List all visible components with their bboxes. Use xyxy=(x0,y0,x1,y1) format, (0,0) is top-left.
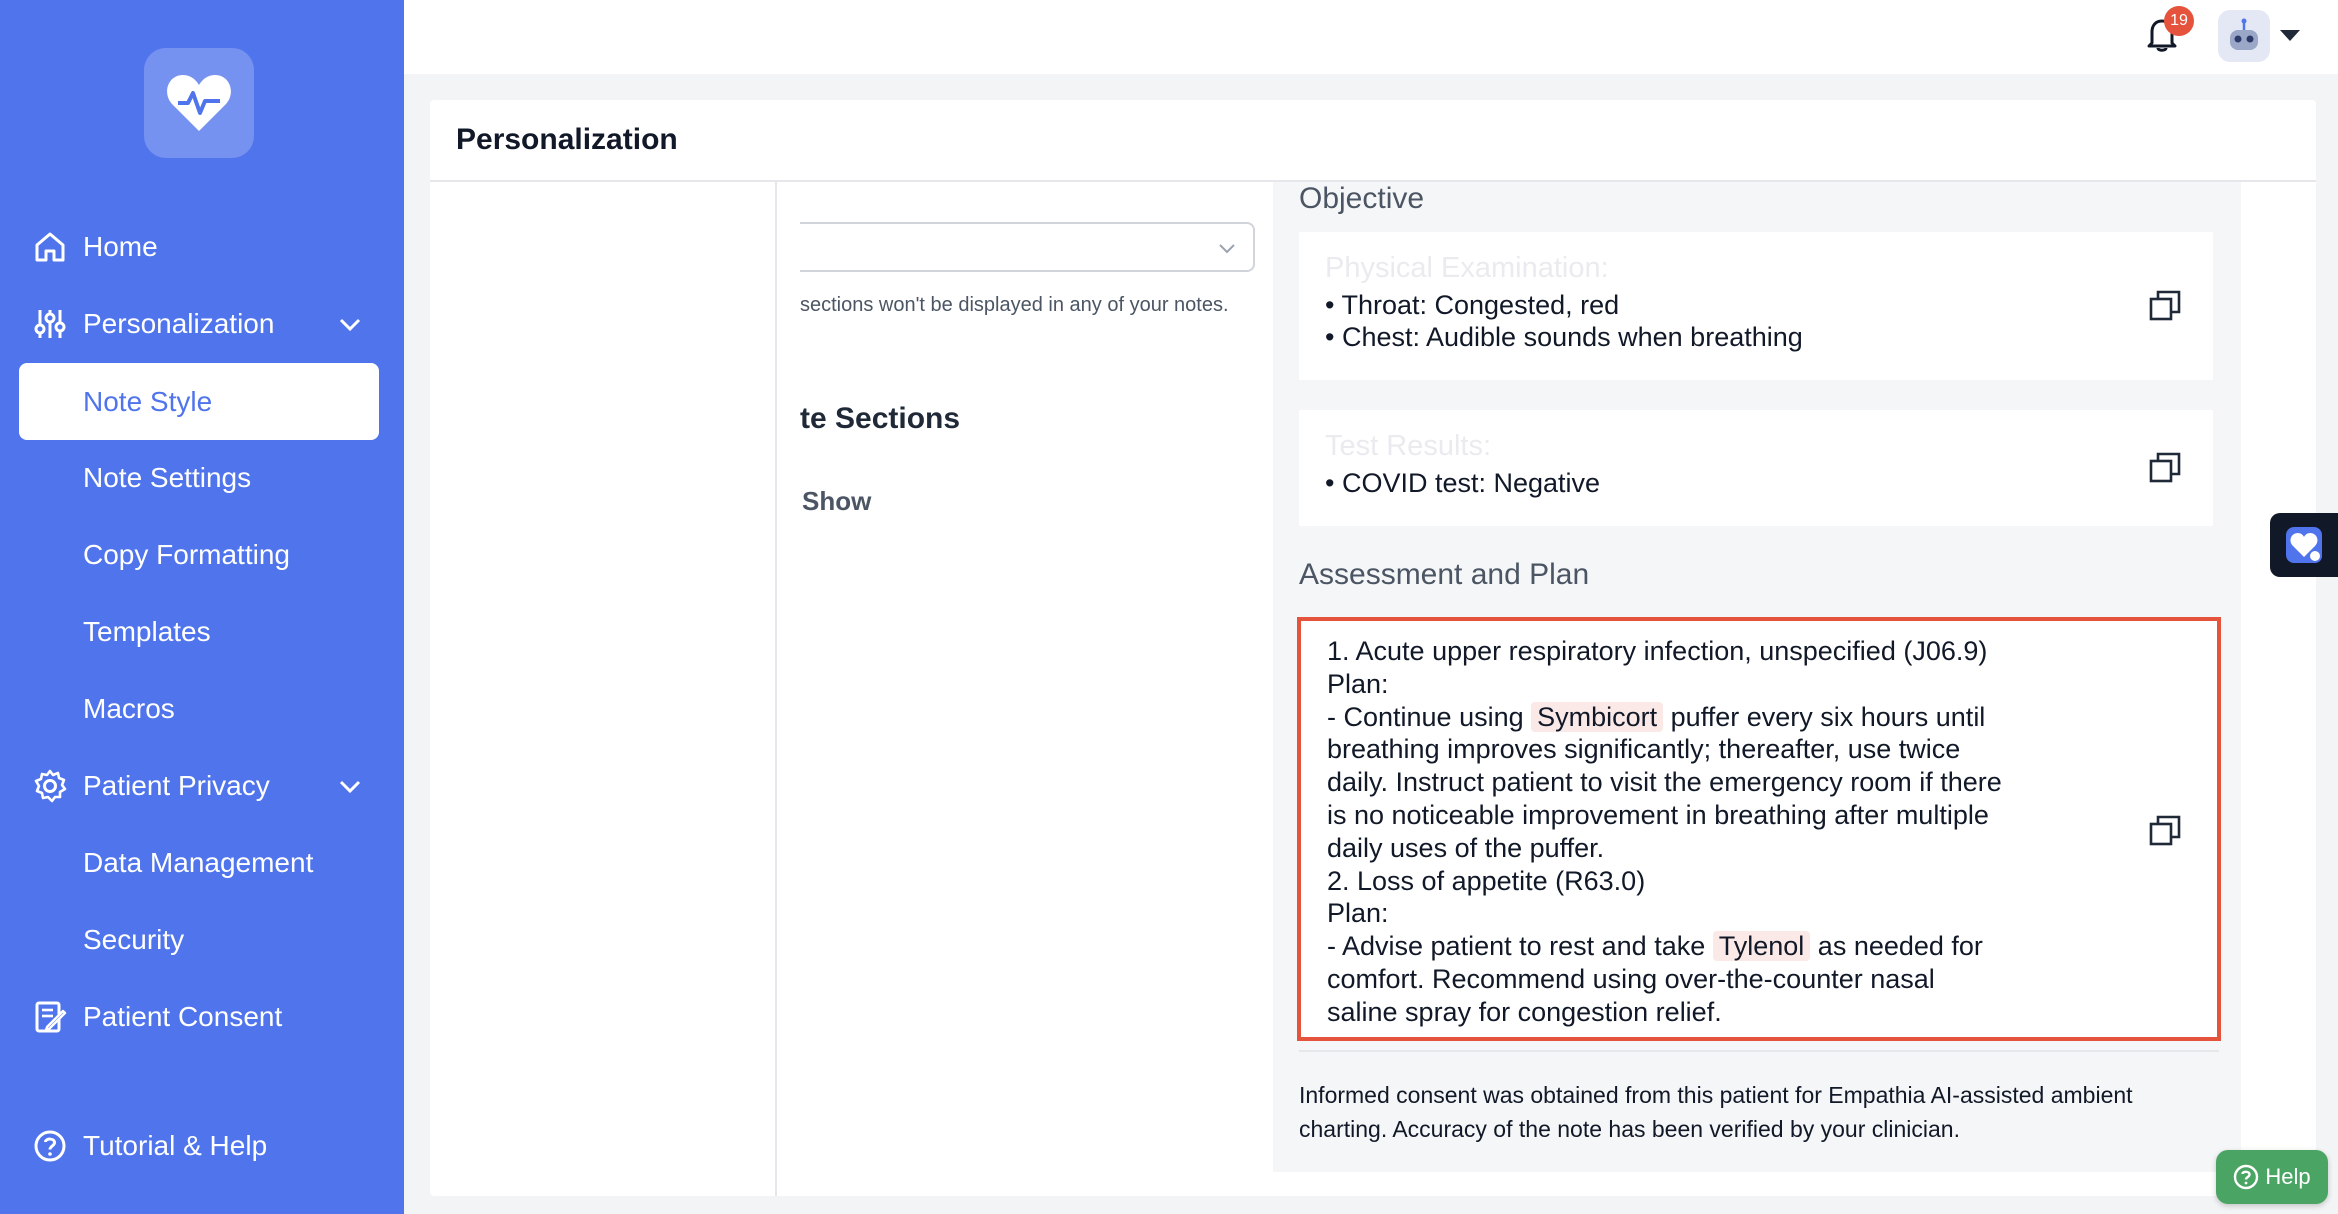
note-sections-title: te Sections xyxy=(800,402,961,435)
help-circle-icon xyxy=(32,1128,68,1164)
sidebar-item-label: Home xyxy=(83,231,158,262)
page-title: Personalization xyxy=(430,100,2316,182)
help-button[interactable] xyxy=(2216,1150,2328,1204)
sidebar xyxy=(0,0,404,1214)
physical-exam-line: • Chest: Audible sounds when breathing xyxy=(1325,322,1803,352)
assessment-text: as needed for xyxy=(1810,931,1983,962)
app-logo[interactable] xyxy=(144,48,254,158)
heart-pulse-icon xyxy=(2284,525,2324,565)
assessment-line: breathing improves significantly; thereafter, use twice xyxy=(1327,734,1961,765)
sidebar-item-personalization[interactable] xyxy=(0,292,404,356)
sidebar-item-label: Templates xyxy=(83,616,211,647)
assessment-line: 1. Acute upper respiratory infection, unspecified (J06.9) xyxy=(1327,636,1988,666)
consent-icon xyxy=(32,999,68,1035)
sidebar-item-macros[interactable] xyxy=(0,677,404,741)
top-bar xyxy=(404,0,2338,74)
assessment-line xyxy=(1327,930,2087,963)
sidebar-item-label: Security xyxy=(83,924,185,955)
assessment-text: puffer every six hours until xyxy=(1663,701,1986,732)
sidebar-item-note-style[interactable] xyxy=(19,363,379,440)
assessment-line: 2. Loss of appetite (R63.0) xyxy=(1327,865,1646,896)
sidebar-item-patient-privacy[interactable] xyxy=(0,754,404,818)
sidebar-item-copy-formatting[interactable] xyxy=(0,523,404,587)
sidebar-item-label: Macros xyxy=(83,693,175,724)
assessment-text: - Continue using xyxy=(1327,701,1532,732)
empathia-widget-button[interactable] xyxy=(2270,513,2338,577)
sidebar-item-label: Copy Formatting xyxy=(83,539,290,570)
assessment-line: comfort. Recommend using over-the-counter nasal xyxy=(1327,963,1935,994)
show-column-label: Show xyxy=(802,486,872,516)
objective-title: Objective xyxy=(1299,182,1425,215)
assessment-line: is no noticeable improvement in breathing after multiple xyxy=(1327,799,1989,830)
sidebar-item-templates[interactable] xyxy=(0,600,404,664)
home-icon xyxy=(32,229,68,265)
assessment-line: daily uses of the puffer. xyxy=(1327,832,1605,863)
copy-icon[interactable] xyxy=(2147,288,2183,324)
assessment-text: - Advise patient to rest and take xyxy=(1327,931,1713,962)
sidebar-item-tutorial-help[interactable] xyxy=(0,1114,404,1178)
sidebar-item-label: Patient Consent xyxy=(83,1001,283,1032)
assessment-plan-text xyxy=(1327,635,2087,1029)
physical-exam-label: Physical Examination: xyxy=(1325,252,1609,284)
physical-exam-line: • Throat: Congested, red xyxy=(1325,290,1620,320)
test-results-box xyxy=(1299,410,2213,526)
assessment-line xyxy=(1327,701,2087,734)
account-menu-caret[interactable] xyxy=(2280,30,2300,41)
assessment-line: saline spray for congestion relief. xyxy=(1327,996,1722,1027)
physical-exam-box xyxy=(1299,232,2213,380)
column-divider xyxy=(775,182,777,1196)
sidebar-item-label: Note Settings xyxy=(83,462,252,493)
chevron-down-icon xyxy=(1217,238,1237,258)
sidebar-item-label: Personalization xyxy=(83,308,275,339)
robot-icon xyxy=(2224,16,2264,56)
hidden-sections-hint: sections won't be displayed in any of your notes. xyxy=(800,294,1229,316)
heart-pulse-icon xyxy=(164,71,234,135)
assessment-plan-title: Assessment and Plan xyxy=(1299,558,1590,591)
sidebar-item-label: Tutorial & Help xyxy=(83,1130,268,1161)
assessment-line: Plan: xyxy=(1327,898,1389,929)
help-circle-icon xyxy=(2233,1164,2259,1190)
medication-highlight: Tylenol xyxy=(1713,931,1811,961)
chevron-down-icon[interactable] xyxy=(336,310,364,338)
sidebar-item-label: Patient Privacy xyxy=(83,770,270,801)
test-results-label: Test Results: xyxy=(1325,430,1491,462)
help-button-label: Help xyxy=(2265,1164,2311,1189)
consent-divider xyxy=(1299,1050,2219,1052)
assessment-line: daily. Instruct patient to visit the emergency room if there xyxy=(1327,767,2002,798)
medication-highlight: Symbicort xyxy=(1531,702,1663,732)
sidebar-item-label: Note Style xyxy=(83,385,213,417)
sidebar-item-home[interactable] xyxy=(0,215,404,279)
copy-icon[interactable] xyxy=(2147,450,2183,486)
sidebar-item-data-management[interactable] xyxy=(0,831,404,895)
assessment-plan-box xyxy=(1297,617,2221,1041)
avatar[interactable] xyxy=(2218,10,2270,62)
sidebar-item-note-settings[interactable] xyxy=(0,446,404,510)
copy-icon[interactable] xyxy=(2147,813,2183,849)
test-results-line: • COVID test: Negative xyxy=(1325,468,1601,498)
chevron-down-icon[interactable] xyxy=(336,772,364,800)
sidebar-item-security[interactable] xyxy=(0,908,404,972)
section-select[interactable] xyxy=(800,222,1255,272)
gear-icon xyxy=(32,768,68,804)
assessment-line: Plan: xyxy=(1327,668,1389,699)
sidebar-item-patient-consent[interactable] xyxy=(0,985,404,1049)
sidebar-item-label: Data Management xyxy=(83,847,314,878)
notification-badge: 19 xyxy=(2164,6,2194,36)
sliders-icon xyxy=(32,306,68,342)
consent-statement: Informed consent was obtained from this patient for Empathia AI-assisted ambient charting. Accuracy of the note has been verified by your clinician. xyxy=(1299,1082,2133,1142)
